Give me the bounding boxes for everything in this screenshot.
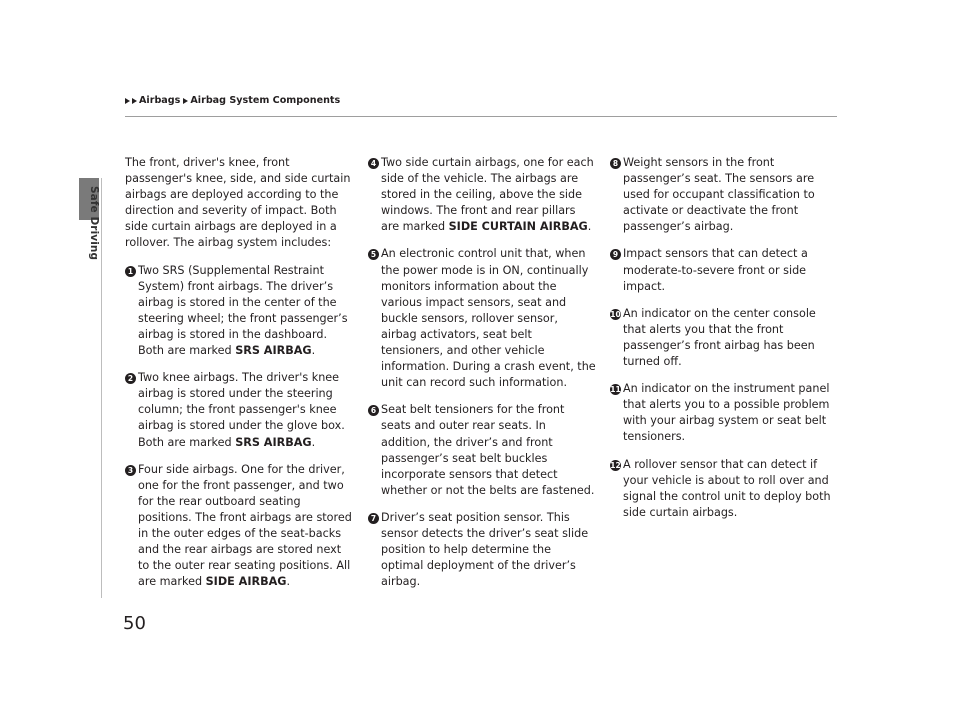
item-suffix: . <box>286 575 291 589</box>
breadcrumb-arrow-icon <box>125 98 130 104</box>
breadcrumb-arrow-icon <box>183 98 188 104</box>
item-text: Two side curtain airbags, one for each side of the vehicle. The airbags are stored in the ceiling, above the side windows. The front and rear pillars are marked <box>381 156 594 234</box>
breadcrumb <box>125 95 340 106</box>
item-text: Seat belt tensioners for the front seats and outer rear seats. In addition, the driver’s and front passenger’s seat belt buckles incorporate sensors that detect whether or not the belts are fastened. <box>381 403 595 497</box>
intro-paragraph: The front, driver's knee, front passenger's knee, side, and side curtain airbags are deployed according to the direction and severity of impact. Both side curtain airbags are deployed in a rollover. The airbag system includes: <box>125 156 351 250</box>
list-item <box>610 457 838 521</box>
item-text: Weight sensors in the front passenger’s seat. The sensors are used for occupant classification to activate or deactivate the front passenger’s airbag. <box>623 156 815 234</box>
page-number: 50 <box>123 613 146 634</box>
list-item <box>610 246 838 294</box>
breadcrumb-arrow-icon <box>132 98 137 104</box>
item-number-badge: 7 <box>368 513 379 524</box>
breadcrumb-item-components: Airbag System Components <box>190 95 341 106</box>
item-number-badge: 4 <box>368 158 379 169</box>
item-suffix: . <box>311 344 316 358</box>
list-item <box>368 246 596 391</box>
side-divider <box>101 178 102 598</box>
item-number-badge: 12 <box>610 460 621 470</box>
column-2 <box>368 155 596 601</box>
list-item <box>125 370 355 450</box>
list-item <box>368 510 596 590</box>
header-rule <box>125 116 837 117</box>
item-text: Two knee airbags. The driver's knee airbag is stored under the steering column; the front passenger's knee airbag is stored under the glove box. Both are marked <box>138 371 345 449</box>
column-3 <box>610 155 838 532</box>
item-text: An indicator on the instrument panel that alerts you to a possible problem with your airbag system or seat belt tensioners. <box>623 382 830 444</box>
item-text: A rollover sensor that can detect if your vehicle is about to roll over and signal the control unit to deploy both side curtain airbags. <box>623 457 831 519</box>
item-keyword: SIDE AIRBAG <box>205 575 287 589</box>
section-side-label: Safe Driving <box>88 186 100 261</box>
item-number-badge: 8 <box>610 158 621 169</box>
item-number-badge: 11 <box>610 385 621 395</box>
item-keyword: SIDE CURTAIN AIRBAG <box>448 220 588 234</box>
breadcrumb-item-airbags[interactable]: Airbags <box>139 95 181 106</box>
item-text: Impact sensors that can detect a moderate-to-severe front or side impact. <box>623 247 808 293</box>
list-item <box>610 155 838 235</box>
item-number-badge: 3 <box>125 465 136 476</box>
item-number-badge: 2 <box>125 373 136 384</box>
column-1 <box>125 155 355 601</box>
list-item <box>368 155 596 235</box>
item-keyword: SRS AIRBAG <box>235 344 312 358</box>
item-text: Driver’s seat position sensor. This sensor detects the driver’s seat slide position to help determine the optimal deployment of the driver’s airbag. <box>381 510 589 589</box>
item-number-badge: 6 <box>368 405 379 416</box>
item-suffix: . <box>587 220 592 234</box>
item-text: Four side airbags. One for the driver, one for the front passenger, and two for the rear outboard seating positions. The front airbags are stored in the outer edges of the seat-backs and the rear airbags are stored next to the outer rear seating positions. All are marked <box>138 462 352 589</box>
list-item <box>610 381 838 445</box>
item-text: An indicator on the center console that alerts you that the front passenger’s front airbag has been turned off. <box>623 306 816 369</box>
item-text: An electronic control unit that, when the power mode is in ON, continually monitors information about the various impact sensors, seat and buckle sensors, rollover sensor, airbag activators, seat belt tensioners, and other vehicle information. During a crash event, the unit can record such information. <box>381 247 596 390</box>
item-number-badge: 10 <box>610 309 621 319</box>
item-text: Two SRS (Supplemental Restraint System) front airbags. The driver’s airbag is stored in the center of the steering wheel; the front passenger’s airbag is stored in the dashboard. Both are marked <box>138 263 348 358</box>
item-number-badge: 9 <box>610 249 621 260</box>
item-number-badge: 5 <box>368 249 379 260</box>
item-keyword: SRS AIRBAG <box>235 435 312 449</box>
list-item <box>610 306 838 370</box>
item-suffix: . <box>311 435 316 449</box>
item-number-badge: 1 <box>125 266 136 277</box>
list-item <box>125 263 355 360</box>
list-item <box>368 402 596 499</box>
list-item <box>125 462 355 591</box>
